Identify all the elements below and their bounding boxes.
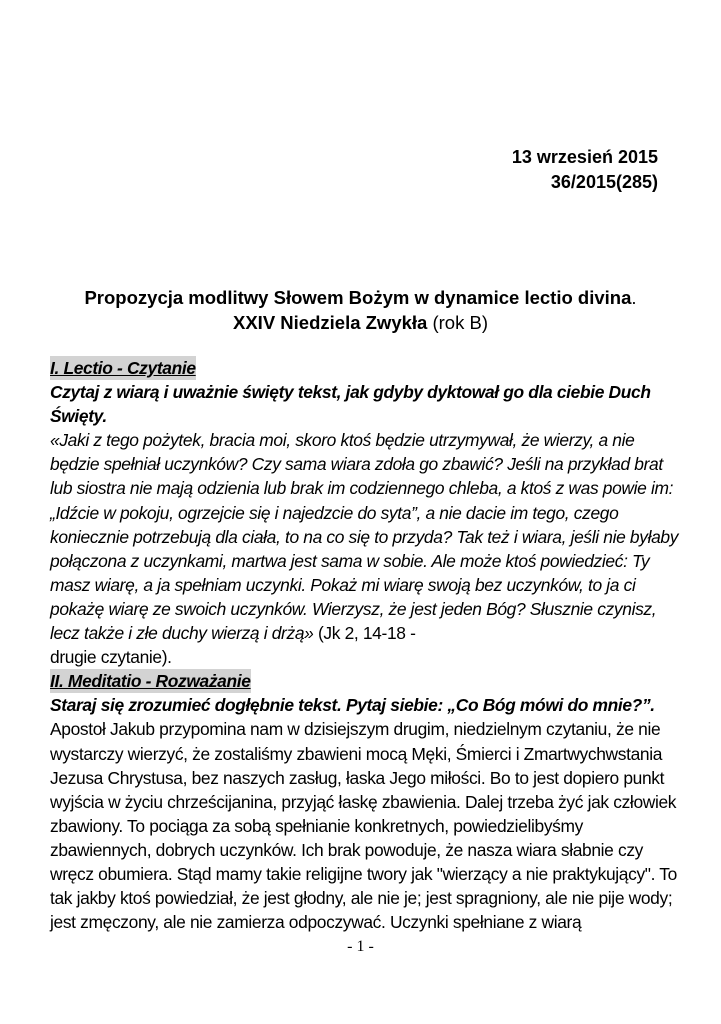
- section-heading-lectio: I. Lectio - Czytanie: [50, 356, 196, 380]
- scripture-reference-end: drugie czytanie).: [50, 647, 172, 668]
- scripture-reference: (Jk 2, 14-18 -: [313, 623, 416, 644]
- issue-date: 13 wrzesień 2015: [511, 147, 658, 167]
- meditatio-instruction: Staraj się zrozumieć dogłębnie tekst. Pytaj siebie: „Co Bóg mówi do mnie?”.: [50, 695, 655, 716]
- page-number: - 1 -: [347, 938, 374, 955]
- title-main: Propozycja modlitwy Słowem Bożym w dynamice lectio divina: [84, 287, 632, 308]
- document-title: [40, 285, 681, 335]
- lectio-scripture-paragraph: [50, 428, 680, 669]
- meditatio-body: Apostoł Jakub przypomina nam w dzisiejszym drugim, niedzielnym czytaniu, że nie wystarczy wierzyć, że zostaliśmy zbawieni mocą Męki, Śmierci i Zmartwychwstania Jezusa Chrystusa, bez naszych zasług, łaska Jego miłości. Bo to jest dopiero punkt wyjścia w życiu chrześcijanina, przyjąć łaskę zbawienia. Dalej trzeba żyć jak człowiek zbawiony. To pociąga za sobą spełnianie konkretnych, powiedzielibyśmy zbawiennych, dobrych uczynków. Ich brak powoduje, że nasza wiara słabnie czy wręcz obumiera. Stąd mamy takie religijne twory jak "wierzący a nie praktykujący". To tak jakby ktoś powiedział, że jest głodny, ale nie je; jest spragniony, ale nie pije wody; jest zmęczony, ale nie zamierza odpoczywać. Uczynki spełniane z wiarą: [50, 719, 677, 933]
- section-heading-meditatio: II. Meditatio - Rozważanie: [50, 669, 251, 693]
- lectio-instruction: Czytaj z wiarą i uważnie święty tekst, jak gdyby dyktował go dla ciebie Duch Święty.: [50, 382, 651, 427]
- issue-header: [512, 145, 658, 195]
- title-line-1: [40, 285, 681, 310]
- document-body: [50, 356, 680, 934]
- scripture-text: «Jaki z tego pożytek, bracia moi, skoro ktoś będzie utrzymywał, że wierzy, a nie będzie spełniał uczynków? Czy sama wiara zdoła go zbawić? Jeśli na przykład brat lub siostra nie mają odzienia lub brak im codziennego chleba, a ktoś z was powie im: „Idźcie w pokoju, ogrzejcie się i najedzcie do syta”, a nie dacie im tego, czego koniecznie potrzebują dla ciała, to na co się to przyda? Tak też i wiara, jeśli nie byłaby połączona z uczynkami, martwa jest sama w sobie. Ale może ktoś powiedzieć: Ty masz wiarę, a ja spełniam uczynki. Pokaż mi wiarę swoją bez uczynków, to ja ci pokażę wiarę ze swoich uczynków. Wierzysz, że jest jeden Bóg? Słusznie czynisz, lecz także i złe duchy wierzą i drżą»: [50, 430, 679, 644]
- title-period: .: [631, 287, 637, 308]
- issue-number: 36/2015(285): [550, 172, 658, 192]
- title-sunday: XXIV Niedziela Zwykła: [233, 312, 428, 333]
- title-line-2: [40, 310, 681, 335]
- title-year: (rok B): [427, 312, 488, 333]
